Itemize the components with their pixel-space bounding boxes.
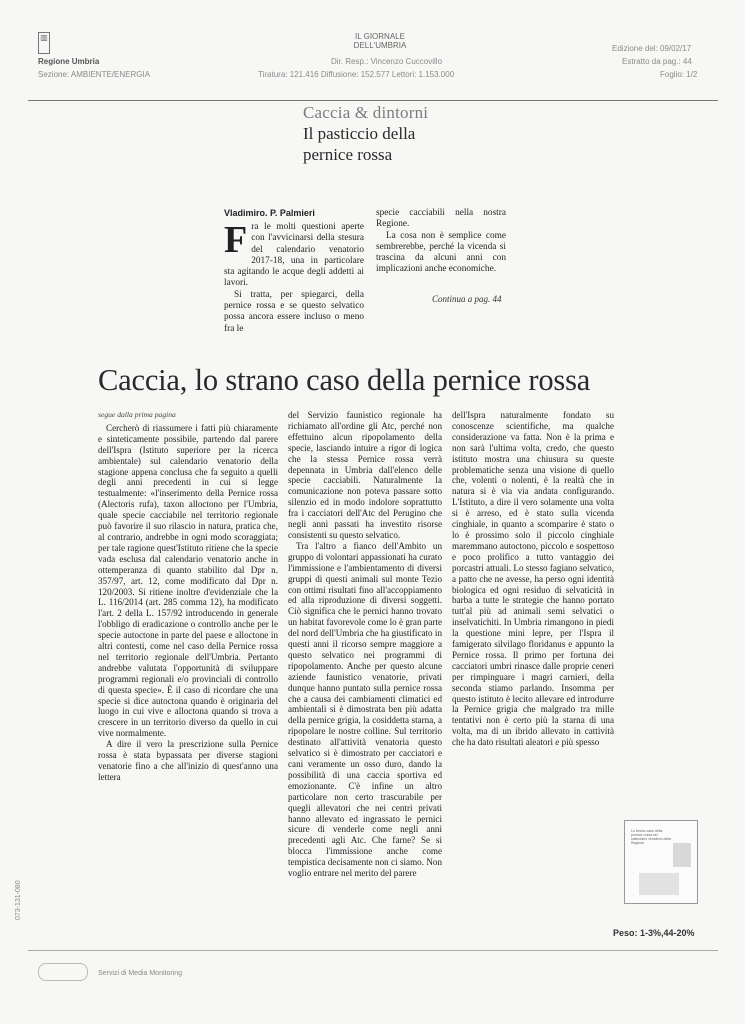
continue-link[interactable]: Continua a pag. 44 (432, 294, 502, 304)
page-thumbnail[interactable] (624, 820, 698, 904)
section-label: Sezione: AMBIENTE/ENERGIA (38, 70, 151, 79)
article-col1b-text: A dire il vero la prescrizione sulla Pernice rossa è stata bypassata per diverse stagioni venatorie fino a che all'inizio di quest'anno una lettera (98, 739, 278, 782)
footer-service: Servizi di Media Monitoring (98, 970, 183, 977)
region-label: Regione Umbria (38, 57, 100, 66)
article-column-2 (288, 410, 442, 879)
edition-date: Edizione del: 09/02/17 (612, 44, 692, 53)
thumbnail-image-2 (639, 873, 679, 895)
teaser-col1-text: ra le molti questioni aperte con l'avvicinarsi della stesura del calendario venatorio 2017-18, una in particolare sta agitando le acque degli addetti ai lavori. (224, 222, 364, 289)
article-col3-text: dell'Ispra naturalmente fondato su conoscenze scientifiche, ma qualche considerazione va fatta. Non è la prima e non sarà l'ultima volta, credo, che questo istituto mostra una chiusura su queste problematiche senza una visione di quello che, volenti o nolenti, è la realtà che in natura si è via via andata configurando. L'Istituto, a dire il vero solamente una volta si è arreso, ed è stato sulla vicenda cinghiale, in quanto a scomparire è stato o lo è prossimo solo il piccolo cinghiale maremmano autoctono, piccolo e sospettoso e poco prolifico a tutto vantaggio dei porcastri attuali. Lo stesso fagiano selvatico, a patto che ne avesse, ha perso ogni identità biologica ed ogni residuo di selvaticità in barba a tutte le strategie che hanno portato tutt'al più ad animali semi selvatici o inselvatichiti. In Umbria rimangono in piedi la questione mini lepre, per l'Ispra il famigerato silvilago floridanus e appunto la Pernice rossa. Il primo per fortuna dei cacciatori umbri rinasce dalle proprie ceneri per rimpinguare i magri carnieri, della seconda stiamo parlando. Insomma per questo istituto è lecito allevare ed introdurre la Pernice grigia che malgrado tra mille tentativi non è certo più la starna di una volta, ma di un ibrido allevato in cattività che ha dato risultati aleatori e più spesso (452, 410, 614, 748)
footer-rule (28, 950, 718, 951)
teaser-column-1 (224, 219, 364, 335)
article-col2b-text: Tra l'altro a fianco dell'Ambito un gruppo di volontari appassionati ha curato l'immissione e l'ambientamento di diversi gruppi di questi animali sul monte Tezio con ottimi risultati fino all'accoppiamento ed alla riproduzione di diversi soggetti. Ciò significa che le pernici hanno trovato un habitat favorevole come lo è gran parte del nord dell'Umbria che ha giustificato in questi anni il ricorso sempre maggiore a questo selvatico nei programmi di ripopolamento. Anche per questo alcune aziende faunistico venatorie, privati dunque hanno puntato sulla pernice rossa che a causa dei cambiamenti climatici ed ambientali si è dimostrata ben più adatta della pernice grigia, la cosiddetta starna, a ripopolare le nostre colline. Sul territorio destinato all'attività venatoria questo selvatico si è dimostrato per cacciatori e cani veramente un osso duro, dando la possibilità di una caccia sportiva ed emozionante. C'è infine un altro particolare non certo trascurabile per quegli allevatori che nei centri privati hanno allevato ed ingrassato le pernici sicure di venderle come negli anni precedenti agli Atc. Che farne? Se si blocca l'immissione anche come tempistica decisamente non ci siamo. Non voglio entrare nel merito del parere (288, 540, 442, 879)
thumbnail-caption: Lo strano caso della pernice rossa nel calendario venatorio della Regione (631, 829, 671, 845)
article-headline: Caccia, lo strano caso della pernice rossa (98, 363, 591, 397)
teaser-col2b-text: La cosa non è semplice come sembrerebbe, perché la vicenda si trascina da alcuni anni con implicazioni anche economiche. (376, 230, 506, 275)
sheet-number: Foglio: 1/2 (660, 70, 698, 79)
teaser-column-2 (376, 208, 506, 276)
director-label: Dir. Resp.: Vincenzo Cuccovillo (331, 57, 443, 66)
thumbnail-image (673, 843, 691, 867)
article-col1-text: Cercherò di riassumere i fatti più chiaramente e sinteticamente possibile, partendo dal parere dell'Ispra (Istituto superiore per la ricerca ambientale) sul calendario venatorio della stagione appena conclusa che fa seguito a quelli degli anni precedenti in cui si legge testualmente: «l'inserimento della Pernice rossa (Alectoris rufa), taxon alloctono per l'Umbria, quale specie cacciabile nel territorio regionale può favorire il suo rilascio in natura, pratica che, al contrario, andrebbe in ogni modo scoraggiata; per tale ragione quest'Istituto ritiene che la specie vada esclusa dal calendario venatorio anche in ottemperanza di quanto stabilito dal Dpr n. 357/97, art. 12, come modificato dal Dpr n. 120/2003. Si ritiene inoltre d'evidenziale che la L. 116/2014 (art. 285 comma 12), ha modificato l'art. 2 della L. 157/92 introducendo in generale l'obbligo di eradicazione o controllo anche per le specie autoctone in parte del paese e alloctone in altri contesti, come nel caso della Pernice rossa nel territorio regionale dell'Umbria. Pertanto andrebbe valutata l'opportunità di sviluppare programmi regionali e/o provinciali di controllo di questa specie». È il caso di ricordare che una specie si dice autoctona quando è originaria del luogo in cui vive e alloctona quando si trova a crescere in un territorio diverso da quello in cui vive normalmente. (98, 422, 278, 739)
article-column-1 (98, 410, 278, 783)
monitoring-logo-icon (38, 963, 88, 981)
teaser-col1b-text: Si tratta, per spiegarci, della pernice rossa e se questo selvatico possa ancora essere incluso o meno fra le (224, 289, 364, 334)
teaser-col2-text: specie cacciabili nella nostra Regione. (376, 208, 506, 230)
article-column-3 (452, 410, 614, 748)
masthead: IL GIORNALE DELL'UMBRIA (353, 32, 407, 50)
segue-note: segue dalla prima pagina (98, 410, 176, 419)
drop-cap: F (224, 219, 248, 261)
region-crest-icon: ▥ (38, 32, 50, 54)
extract-page: Estratto da pag.: 44 (622, 57, 692, 66)
document-code: 073-131-080 (15, 880, 22, 920)
circulation-stats: Tiratura: 121.416 Diffusione: 152.577 Lettori: 1.153.000 (258, 70, 455, 79)
teaser-kicker: Caccia & dintorni (303, 103, 429, 122)
teaser-title: Il pasticcio della pernice rossa (303, 124, 416, 164)
weight-label: Peso: 1-3%,44-20% (613, 928, 695, 938)
article-col2-text: del Servizio faunistico regionale ha richiamato all'ordine gli Atc, perché non effettuino alcun ripopolamento della specie, lasciando intuire a rigor di logica che la stessa Pernice rossa verrà depennata in Umbria dall'elenco delle specie cacciabili. Naturalmente la comunicazione non poteva passare sotto silenzio ed in modo indolore soprattutto fra i cacciatori dell'Atc del Perugino che negli anni passati ha investito risorse consistenti su questo selvatico. (288, 410, 442, 540)
byline: Vladimiro. P. Palmieri (224, 208, 315, 218)
